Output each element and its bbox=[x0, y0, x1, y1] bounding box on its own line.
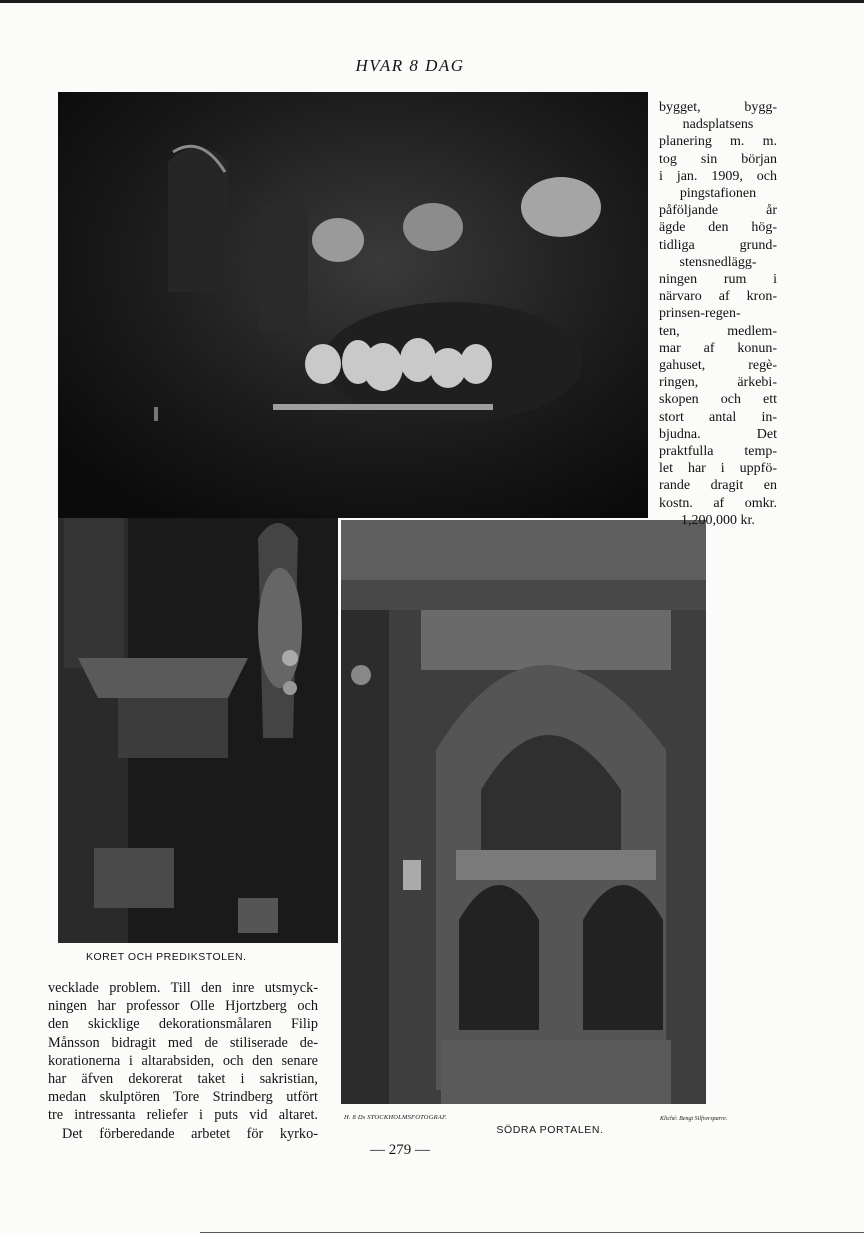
text-line: kostn. af omkr. bbox=[659, 495, 777, 511]
text-line: mar af konun- bbox=[659, 340, 777, 356]
text-line: stensnedlägg- bbox=[679, 254, 757, 270]
cliche-credit: Kliché: Bengt Silfversparre. bbox=[660, 1116, 728, 1122]
text-line: praktfulla temp- bbox=[659, 444, 777, 460]
caption-portal: SÖDRA PORTALEN. bbox=[496, 1124, 604, 1136]
text-line: Månsson bidragit med de stiliserade de- bbox=[48, 1034, 318, 1051]
text-line: stort antal in- bbox=[659, 409, 777, 425]
photo-koret-predikstolen bbox=[58, 518, 338, 943]
text-line: tre intressanta reliefer i puts vid altaret. bbox=[48, 1107, 318, 1124]
text-line: tidliga grund- bbox=[659, 237, 777, 253]
text-line: ten, medlem- bbox=[659, 323, 777, 339]
photo-credit: H. 8 Ds STOCKHOLMSFOTOGRAF. bbox=[344, 1114, 448, 1121]
text-line: ningen rum i bbox=[659, 272, 777, 288]
text-line: den skicklige dekorationsmålaren Filip bbox=[48, 1016, 318, 1033]
text-line: tog sin början bbox=[659, 151, 777, 167]
text-line: har äfven dekorerat taket i sakristian, bbox=[48, 1071, 318, 1088]
text-line: pingstafionen bbox=[679, 186, 757, 202]
text-line: korationerna i altarabsiden, och den senare bbox=[48, 1052, 318, 1069]
top-rule bbox=[0, 0, 864, 3]
text-line: närvaro af kron- bbox=[659, 289, 777, 305]
body-text-column bbox=[48, 979, 318, 1143]
text-line: påföljande år bbox=[659, 203, 777, 219]
text-line: nadsplatsens bbox=[682, 117, 754, 133]
text-line: Det förberedande arbetet för kyrko- bbox=[62, 1125, 318, 1142]
text-line: rande dragit en bbox=[659, 478, 777, 494]
page-header: HVAR 8 DAG bbox=[355, 56, 465, 75]
bottom-rule bbox=[200, 1232, 864, 1233]
text-line: 1,200,000 kr. bbox=[681, 512, 755, 528]
photo-interior-chandelier bbox=[58, 92, 648, 518]
text-line: i jan. 1909, och bbox=[659, 168, 777, 184]
text-line: medan skulptören Tore Strindberg utfört bbox=[48, 1089, 318, 1106]
text-line: let har i uppfö- bbox=[659, 461, 777, 477]
text-line: ringen, ärkebi- bbox=[659, 375, 777, 391]
text-line: prinsen-regen- bbox=[659, 306, 741, 322]
page-number: — 279 — bbox=[370, 1142, 430, 1158]
text-line: vecklade problem. Till den inre utsmyck- bbox=[48, 980, 318, 996]
text-line: gahuset, regè- bbox=[659, 358, 777, 374]
sidebar-text-column bbox=[659, 99, 777, 529]
photo-sodra-portalen bbox=[341, 520, 706, 1104]
text-line: skopen och ett bbox=[659, 392, 777, 408]
caption-koret: KORET OCH PREDIKSTOLEN. bbox=[86, 951, 247, 963]
text-line: ägde den hög- bbox=[659, 220, 777, 236]
text-line: ningen har professor Olle Hjortzberg och bbox=[48, 998, 318, 1015]
text-line: bjudna. Det bbox=[659, 426, 777, 442]
text-line: planering m. m. bbox=[659, 134, 777, 150]
text-line: bygget, bygg- bbox=[659, 100, 777, 115]
